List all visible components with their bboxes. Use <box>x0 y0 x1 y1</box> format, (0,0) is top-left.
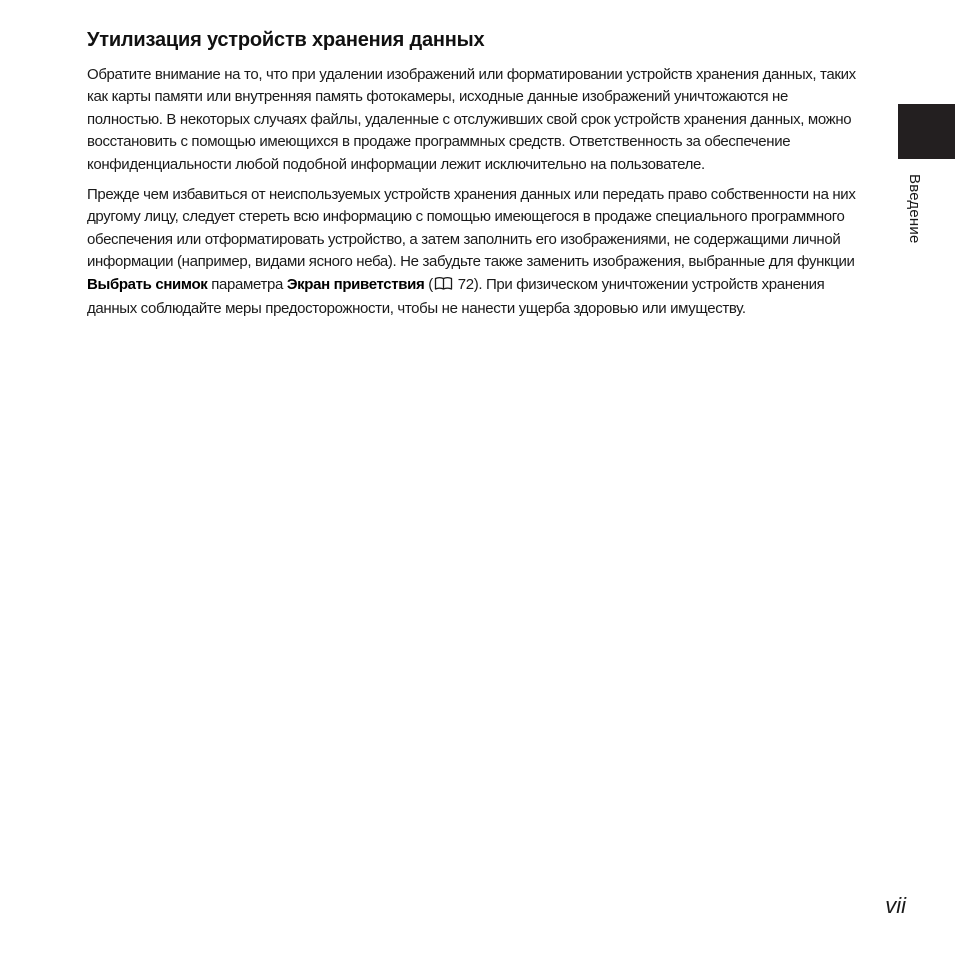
paragraph-data-recovery: Обратите внимание на то, что при удалении изображений или форматировании устройств хранения данных, таких как карты памяти или внутренняя память фотокамеры, исходные данные изображений уничтожаются не полностью. В некоторых случаях файлы, удаленные с отслуживших свой срок устройств хранения данных, можно восстановить с помощью имеющихся в продаже программных средств. Ответственность за обеспечение конфиденциальности любой подобной информации лежит исключительно на пользователе. <box>87 66 856 173</box>
menu-option-welcome-screen: Экран приветствия <box>286 275 425 293</box>
menu-option-select-image: Выбрать снимок <box>87 275 208 293</box>
paragraph-disposal-text-1: Прежде чем избавиться от неиспользуемых устройств хранения данных или передать право собственности на них другому лицу, следует стереть всю информацию с помощью имеющегося в продаже специального программного обеспечения или отформатировать устройство, а затем заполнить его изображениями, не содержащими личной информации (например, видами ясного неба). Не забудьте также заменить изображения, выбранные для функции <box>87 186 856 271</box>
section-heading: Утилизация устройств хранения данных <box>87 29 485 51</box>
book-icon <box>434 276 453 298</box>
chapter-tab-marker <box>898 104 955 159</box>
paragraph-disposal <box>87 184 867 320</box>
page-number: vii <box>885 893 906 918</box>
page-reference-number: 72 <box>453 275 474 293</box>
paragraph-disposal-text-4: ). При физическом уничтожении устройств хранения данных соблюдайте меры предосторожности, чтобы не нанести ущерба здоровью или имуществу. <box>87 275 825 318</box>
chapter-label: Введение <box>906 174 923 244</box>
main-content <box>87 26 867 328</box>
paragraph-disposal-text-3: ( <box>424 275 433 293</box>
paragraph-disposal-text-2: параметра <box>207 275 287 293</box>
